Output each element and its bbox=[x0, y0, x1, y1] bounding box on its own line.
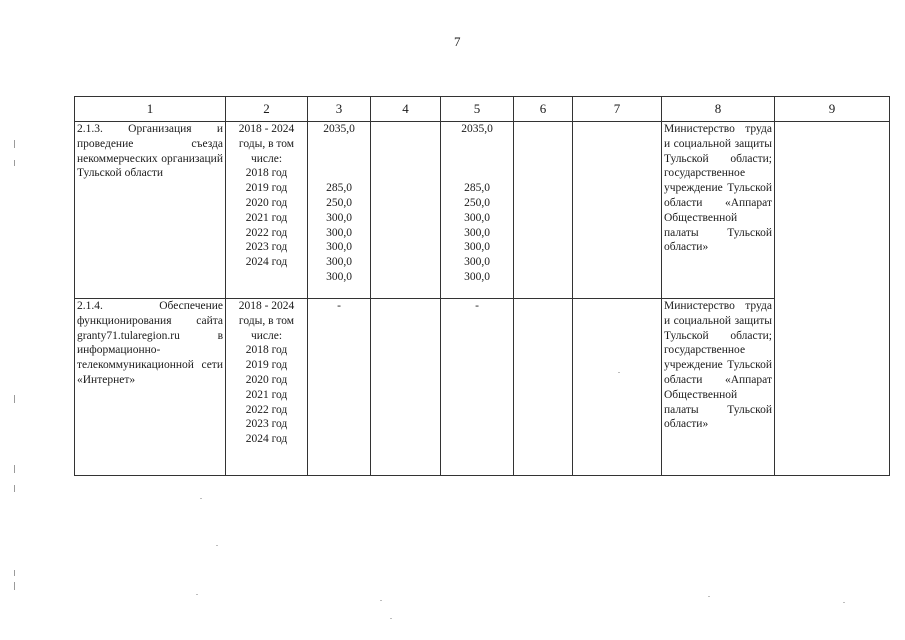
col4-cell bbox=[371, 122, 441, 299]
scan-mark bbox=[14, 570, 15, 576]
col3-total: - bbox=[337, 300, 341, 312]
header-col-2: 2 bbox=[226, 97, 308, 122]
col3-value: 300,0 bbox=[326, 211, 352, 224]
col5-cell bbox=[441, 299, 514, 476]
col6-cell bbox=[514, 122, 573, 299]
table-row bbox=[75, 299, 890, 476]
scan-mark bbox=[14, 140, 15, 148]
header-col-4: 4 bbox=[371, 97, 441, 122]
col3-total: 2035,0 bbox=[323, 123, 355, 135]
header-col-1: 1 bbox=[75, 97, 226, 122]
year-2023: 2023 год bbox=[245, 418, 288, 431]
activity-name: 2.1.3. Организация и проведение съезда некоммерческих организаций Тульской области bbox=[75, 122, 226, 299]
scan-dot bbox=[843, 602, 845, 603]
col4-cell bbox=[371, 299, 441, 476]
year-2018: 2018 год bbox=[245, 167, 288, 180]
year-2024: 2024 год bbox=[245, 256, 288, 269]
col3-value: 300,0 bbox=[326, 226, 352, 239]
header-col-6: 6 bbox=[514, 97, 573, 122]
header-col-8: 8 bbox=[662, 97, 775, 122]
col5-total: - bbox=[475, 300, 479, 312]
program-table bbox=[74, 96, 890, 476]
year-2018: 2018 год bbox=[245, 344, 288, 357]
scan-dot bbox=[380, 600, 382, 601]
period-text: 2018 - 2024 годы, в том числе: bbox=[238, 300, 295, 342]
period-text: 2018 - 2024 годы, в том числе: bbox=[238, 123, 295, 165]
year-2020: 2020 год bbox=[245, 196, 288, 209]
executor-cell: Министерство труда и социальной защиты Тульской области; государственное учреждение Тульской области «Аппарат Общественной палаты Тульской области» bbox=[662, 299, 775, 476]
scan-dot bbox=[200, 498, 202, 499]
col3-value: 300,0 bbox=[326, 256, 352, 269]
header-col-3: 3 bbox=[308, 97, 371, 122]
scan-mark bbox=[14, 160, 15, 166]
year-2024: 2024 год bbox=[245, 433, 288, 446]
year-2022: 2022 год bbox=[245, 226, 288, 239]
period-cell bbox=[226, 299, 308, 476]
col5-cell bbox=[441, 122, 514, 299]
col7-cell bbox=[573, 299, 662, 476]
scan-dot bbox=[390, 618, 392, 619]
scan-mark bbox=[14, 465, 15, 473]
scan-mark bbox=[14, 582, 15, 590]
col5-value: 300,0 bbox=[464, 226, 490, 239]
col3-cell bbox=[308, 122, 371, 299]
year-2022: 2022 год bbox=[245, 403, 288, 416]
col3-value: 300,0 bbox=[326, 270, 352, 283]
col9-cell bbox=[775, 122, 890, 476]
header-col-9: 9 bbox=[775, 97, 890, 122]
col3-value: 285,0 bbox=[326, 182, 352, 195]
col5-value: 250,0 bbox=[464, 196, 490, 209]
col3-cell bbox=[308, 299, 371, 476]
header-col-5: 5 bbox=[441, 97, 514, 122]
scan-dot bbox=[708, 596, 710, 597]
scan-dot bbox=[216, 545, 218, 546]
year-2021: 2021 год bbox=[245, 211, 288, 224]
col5-value: 285,0 bbox=[464, 182, 490, 195]
col5-total: 2035,0 bbox=[461, 123, 493, 135]
scan-mark bbox=[14, 485, 15, 492]
col7-cell bbox=[573, 122, 662, 299]
header-row bbox=[75, 97, 890, 122]
period-cell bbox=[226, 122, 308, 299]
col6-cell bbox=[514, 299, 573, 476]
table-row bbox=[75, 122, 890, 299]
scan-mark bbox=[14, 395, 15, 403]
page-number: 7 bbox=[454, 34, 461, 49]
col5-value: 300,0 bbox=[464, 256, 490, 269]
col5-value: 300,0 bbox=[464, 270, 490, 283]
year-2019: 2019 год bbox=[245, 182, 288, 195]
year-2020: 2020 год bbox=[245, 373, 288, 386]
year-2023: 2023 год bbox=[245, 241, 288, 254]
header-col-7: 7 bbox=[573, 97, 662, 122]
scan-dot bbox=[618, 372, 620, 373]
scan-dot bbox=[196, 594, 198, 595]
executor-cell: Министерство труда и социальной защиты Тульской области; государственное учреждение Тульской области «Аппарат Общественной палаты Тульской области» bbox=[662, 122, 775, 299]
year-2019: 2019 год bbox=[245, 359, 288, 372]
col5-value: 300,0 bbox=[464, 211, 490, 224]
activity-name: 2.1.4. Обеспечение функционирования сайта granty71.tularegion.ru в информационно-телекоммуникационной сети «Интернет» bbox=[75, 299, 226, 476]
year-2021: 2021 год bbox=[245, 388, 288, 401]
col3-value: 300,0 bbox=[326, 241, 352, 254]
col5-value: 300,0 bbox=[464, 241, 490, 254]
col3-value: 250,0 bbox=[326, 196, 352, 209]
